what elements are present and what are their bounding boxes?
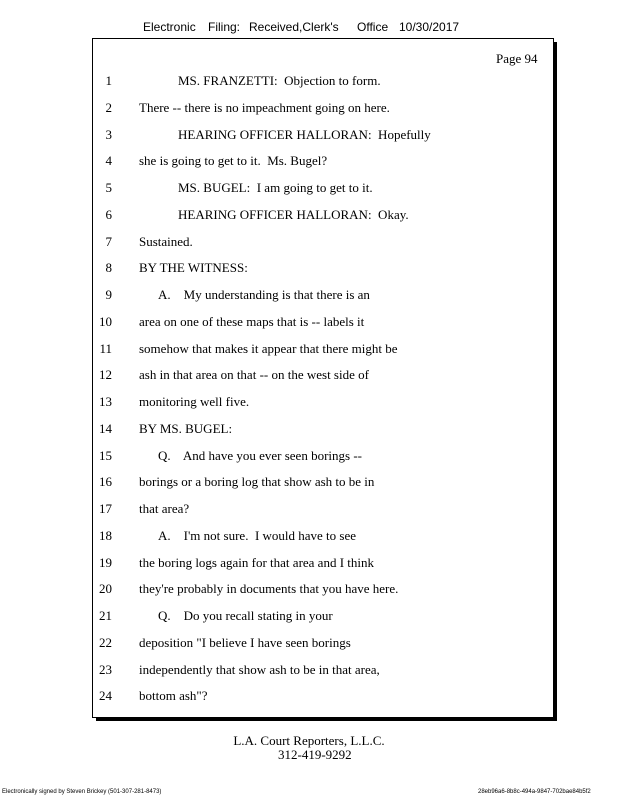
header-date: 10/30/2017 [399,20,460,34]
line-text: A. My understanding is that there is an [158,287,370,302]
line-number: 10 [99,313,112,329]
line-number: 22 [99,634,112,650]
line-text: Sustained. [139,233,193,249]
signature-right: 28eb96a6-8b8c-494a-9847-702bae84b5f2 [478,789,591,795]
line-text: deposition "I believe I have seen borings [139,634,351,650]
filing-stamp-header [0,20,618,38]
signature-left: Electronically signed by Steven Brickey (501-307-281-8473) [2,789,162,795]
line-number: 8 [105,260,112,276]
line-number: 11 [99,340,112,356]
header-word-electronic: Electronic [143,20,196,34]
line-text: A. I'm not sure. I would have to see [158,527,357,543]
line-text: HEARING OFFICER HALLORAN: Okay. [178,206,409,222]
line-number: 12 [99,367,112,383]
line-number: 9 [105,287,112,302]
transcript-line [0,662,600,682]
footer-company: L.A. Court Reporters, L.L.C. [233,733,385,748]
line-text: Q. Do you recall stating in your [158,608,333,623]
transcript-line [0,608,600,628]
transcript-line [0,448,600,468]
line-text: HEARING OFFICER HALLORAN: Hopefully [178,126,431,142]
line-number: 15 [99,447,112,463]
transcript-line [0,474,600,494]
transcript-line [0,234,600,254]
line-text: MS. FRANZETTI: Objection to form. [178,73,381,88]
line-text: she is going to get to it. Ms. Bugel? [139,153,328,169]
line-text: MS. BUGEL: I am going to get to it. [178,180,373,195]
line-number: 23 [99,661,112,677]
transcript-line [0,153,600,173]
transcript-line [0,528,600,548]
transcript-line [0,73,600,93]
line-text: bottom ash"? [139,688,208,704]
transcript-line [0,260,600,280]
line-number: 19 [99,554,112,570]
line-number: 24 [99,688,112,704]
line-text: independently that show ash to be in that area, [139,661,380,677]
line-text: that area? [139,501,190,516]
line-number: 20 [99,581,112,597]
line-number: 17 [99,501,112,516]
frame-shadow-bottom [96,718,557,721]
transcript-line [0,127,600,147]
line-number: 13 [99,394,112,409]
line-text: they're probably in documents that you have here. [139,581,399,597]
page-number: Page 94 [496,51,538,66]
transcript-line [0,688,600,708]
transcript-line [0,180,600,200]
line-text: ash in that area on that -- on the west side of [139,367,369,383]
transcript-line [0,394,600,414]
line-text: There -- there is no impeachment going on here. [139,99,390,115]
header-word-received-clerks: Received,Clerk's [249,20,339,34]
line-number: 1 [105,73,112,88]
transcript-line [0,635,600,655]
line-text: area on one of these maps that is -- labels it [139,313,365,329]
transcript-line [0,287,600,307]
line-text: somehow that makes it appear that there might be [139,340,398,356]
line-number: 5 [105,180,112,195]
header-word-office: Office [357,20,389,34]
line-number: 3 [105,126,112,142]
line-number: 2 [105,99,112,115]
line-number: 6 [105,206,112,222]
line-number: 14 [99,420,112,436]
line-number: 7 [105,233,112,249]
transcript-line [0,421,600,441]
transcript-line [0,367,600,387]
transcript-line [0,100,600,120]
line-text: borings or a boring log that show ash to be in [139,474,375,490]
line-text: the boring logs again for that area and I think [139,554,375,570]
footer-phone: 312-419-9292 [278,747,352,762]
line-number: 4 [105,153,112,169]
header-word-filing: Filing: [208,20,241,34]
transcript-line [0,501,600,521]
line-number: 16 [99,474,112,490]
transcript-line [0,207,600,227]
transcript-line [0,555,600,575]
line-text: Q. And have you ever seen borings -- [158,447,362,463]
line-text: BY MS. BUGEL: [139,420,233,436]
transcript-line [0,341,600,361]
line-number: 18 [99,527,112,543]
line-number: 21 [99,608,112,623]
line-text: monitoring well five. [139,394,250,409]
transcript-line [0,581,600,601]
line-text: BY THE WITNESS: [139,260,248,276]
transcript-line [0,314,600,334]
